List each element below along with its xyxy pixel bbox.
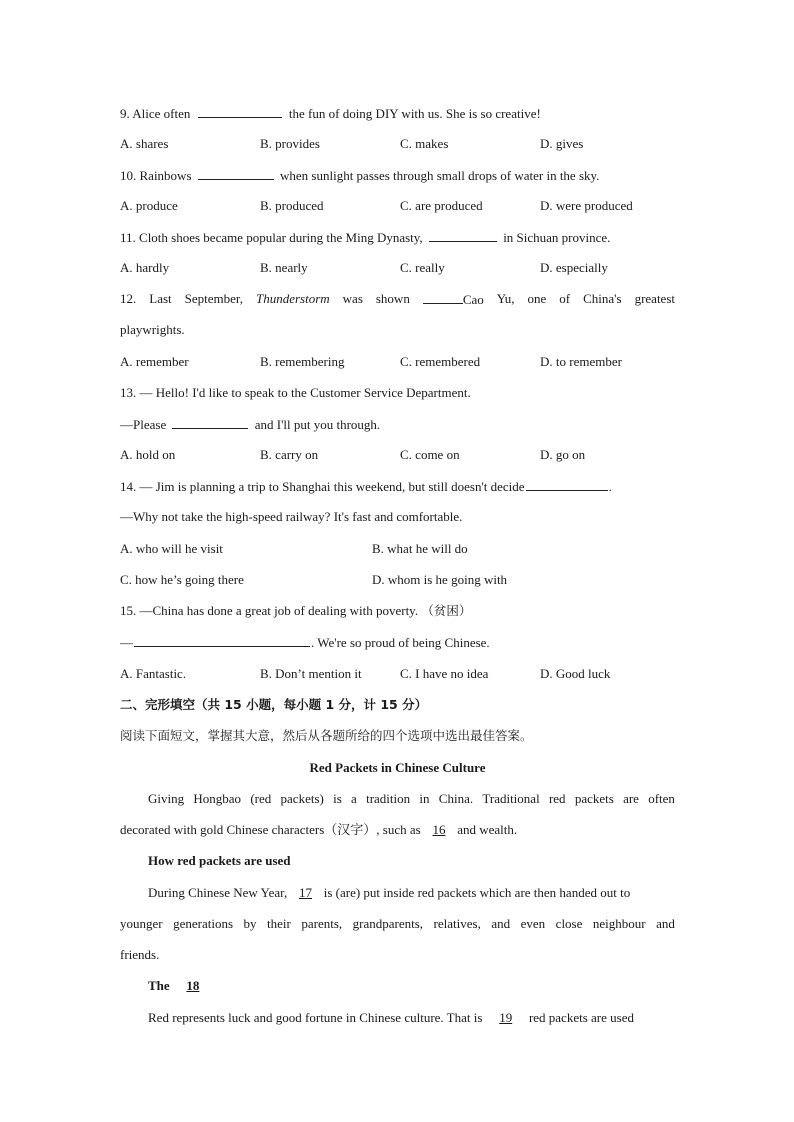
passage-text: During Chinese New Year, [148,885,288,900]
blank-17[interactable]: 17 [298,885,312,900]
question-9 [120,105,541,122]
subheading-the-18 [148,978,213,994]
word: generations [173,916,234,931]
q12-option-a[interactable]: A. remember [120,354,189,369]
q12-word: one [527,291,547,306]
q15-line-2 [120,634,490,651]
passage-text: decorated with gold Chinese characters（汉字）, such as [120,822,421,837]
q13-option-c[interactable]: C. come on [400,447,460,462]
section-instruction: 阅读下面短文，掌握其大意，然后从各题所给的四个选项中选出最佳答案。 [120,728,533,743]
q15-blank[interactable] [134,634,310,647]
passage-p3-line-1 [148,1010,634,1026]
q15-stem: 15. —China has done a great job of dealing with poverty. [120,603,419,618]
q9-blank[interactable] [198,105,282,118]
blank-16[interactable]: 16 [432,822,446,837]
word: close [555,916,583,931]
q13-line-1: 13. — Hello! I'd like to speak to the Customer Service Department. [120,385,471,400]
word: packets) [280,791,324,806]
subheading-how-used: How red packets are used [148,853,291,868]
word: parents, [301,916,343,931]
q12-word: Cao [462,292,484,307]
subheading-text: The [148,978,170,993]
q13-blank[interactable] [172,416,248,429]
q15-chinese-note: （贫困） [421,603,472,618]
q11-option-a[interactable]: A. hardly [120,260,170,275]
q11-stem-start: 11. Cloth shoes became popular during the Ming Dynasty, [120,230,423,245]
word: is [333,791,342,806]
word: red [548,791,566,806]
q12-word: of [559,291,571,306]
word: a [351,791,357,806]
q12-word: greatest [634,291,675,306]
q14-option-c[interactable]: C. how he’s going there [120,572,244,587]
q15-dash: — [120,635,133,650]
word: China. [438,791,474,806]
q15-option-c[interactable]: C. I have no idea [400,666,489,681]
question-12 [120,291,675,308]
passage-title: Red Packets in Chinese Culture [309,760,486,775]
word: often [648,791,675,806]
passage-text: Red represents luck and good fortune in Chinese culture. That is [148,1010,483,1025]
q11-option-b[interactable]: B. nearly [260,260,308,275]
word: Traditional [482,791,540,806]
q13-line-2 [120,416,380,433]
word: Hongbao [193,791,242,806]
q10-option-d[interactable]: D. were produced [540,198,633,213]
q15-option-d[interactable]: D. Good luck [540,666,611,681]
q14-blank[interactable] [526,478,608,491]
word: packets [574,791,614,806]
q14-line-1 [120,478,612,495]
word: and [656,916,675,931]
q10-blank[interactable] [198,167,274,180]
word: and [491,916,511,931]
q12-word: China's [583,291,622,306]
question-10 [120,167,599,184]
q12-word: shown [375,291,410,306]
passage-text: red packets are used [528,1010,634,1025]
q11-blank[interactable] [429,229,497,242]
q9-option-d[interactable]: D. gives [540,136,584,151]
q12-option-b[interactable]: B. remembering [260,354,345,369]
q10-stem-start: 10. Rainbows [120,168,192,183]
q14-stem-start: 14. — Jim is planning a trip to Shanghai this weekend, but still doesn't decide [120,479,525,494]
q14-option-b[interactable]: B. what he will do [372,541,468,556]
word: are [623,791,639,806]
word: grandparents, [352,916,424,931]
passage-p1-line-2 [120,822,517,838]
q13-option-a[interactable]: A. hold on [120,447,176,462]
passage-p2-line-2 [120,916,675,932]
passage-text: and wealth. [457,822,518,837]
word: even [520,916,546,931]
q12-line-2: playwrights. [120,322,185,337]
q10-stem-end: when sunlight passes through small drops of water in the sky. [280,168,600,183]
q9-stem-start: 9. Alice often [120,106,191,121]
blank-18[interactable]: 18 [186,978,200,993]
q9-option-b[interactable]: B. provides [260,136,320,151]
q15-stem-end: . We're so proud of being Chinese. [311,635,490,650]
q15-line-1 [120,603,471,619]
q11-option-c[interactable]: C. really [400,260,445,275]
passage-p2-line-3: friends. [120,947,160,962]
q12-word: Last [149,291,172,306]
q13-option-d[interactable]: D. go on [540,447,586,462]
passage-text: is (are) put inside red packets which are then handed out to [323,885,631,900]
q12-word: September, [184,291,243,306]
q11-option-d[interactable]: D. especially [540,260,608,275]
passage-p1-line-1 [148,791,675,807]
q12-word: was [342,291,363,306]
q12-play-title: Thunderstorm [255,291,330,306]
q15-option-a[interactable]: A. Fantastic. [120,666,187,681]
word: tradition [366,791,411,806]
word: neighbour [592,916,646,931]
blank-19[interactable]: 19 [499,1010,513,1025]
q12-word: 12. [120,291,137,306]
q10-option-c[interactable]: C. are produced [400,198,483,213]
q11-stem-end: in Sichuan province. [503,230,611,245]
q12-option-d[interactable]: D. to remember [540,354,622,369]
q14-line-2: —Why not take the high-speed railway? It's fast and comfortable. [120,509,463,524]
q12-blank[interactable] [423,291,463,304]
word: (red [250,791,272,806]
question-11 [120,229,610,246]
q10-option-b[interactable]: B. produced [260,198,324,213]
word: in [419,791,430,806]
q14-stem-end: . [608,479,612,494]
word: Giving [148,791,185,806]
q13-option-b[interactable]: B. carry on [260,447,319,462]
q14-option-a[interactable]: A. who will he visit [120,541,223,556]
section-heading: 二、完形填空（共 15 小题，每小题 1 分，计 15 分） [120,697,428,712]
q13-stem-end: and I'll put you through. [254,417,381,432]
passage-p2-line-1 [148,885,630,901]
q15-option-b[interactable]: B. Don’t mention it [260,666,362,681]
q10-option-a[interactable]: A. produce [120,198,178,213]
q13-stem-start: —Please [120,417,167,432]
q12-blank-group [423,291,484,308]
q14-option-d[interactable]: D. whom is he going with [372,572,508,587]
q12-option-c[interactable]: C. remembered [400,354,481,369]
q9-stem-end: the fun of doing DIY with us. She is so creative! [288,106,541,121]
q12-word: Yu, [496,291,515,306]
word: their [267,916,291,931]
q9-option-a[interactable]: A. shares [120,136,169,151]
word: younger [120,916,163,931]
word: by [243,916,257,931]
word: relatives, [433,916,481,931]
q9-option-c[interactable]: C. makes [400,136,449,151]
